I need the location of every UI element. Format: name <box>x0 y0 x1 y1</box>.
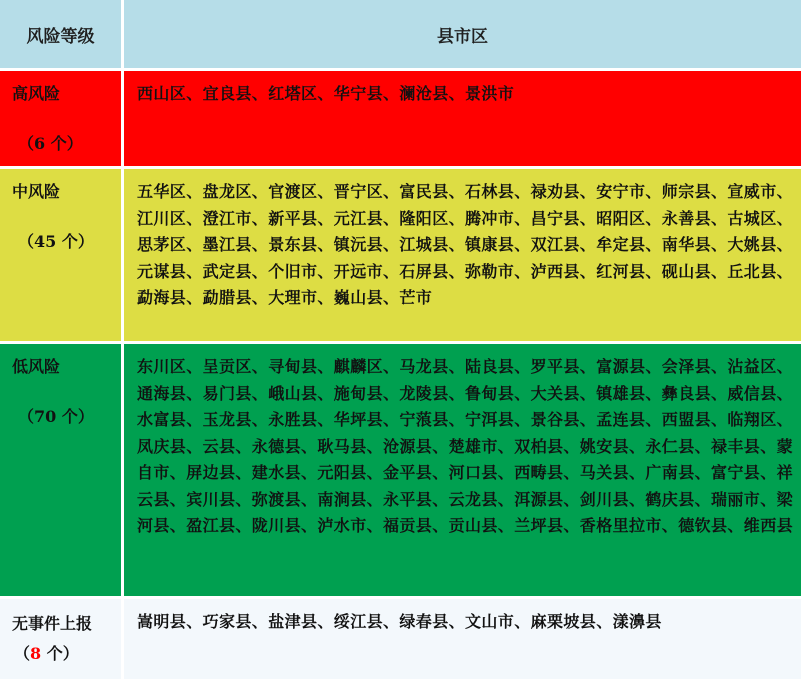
no-events-counties-cell <box>124 599 801 679</box>
high-risk-name: 高风险 <box>12 84 61 103</box>
no-events-name: 无事件上报 <box>12 614 93 633</box>
no-events-count-open: （ <box>14 644 31 663</box>
header-cell-risk-level <box>0 0 121 68</box>
medium-risk-level-cell <box>0 169 121 341</box>
high-risk-level-cell <box>0 71 121 166</box>
table-row-medium-risk <box>0 169 801 341</box>
low-risk-counties-cell <box>124 344 801 596</box>
table-row-no-events <box>0 599 801 679</box>
table-row-low-risk <box>0 344 801 596</box>
medium-risk-name: 中风险 <box>12 182 61 201</box>
no-events-count-number: 8 <box>30 644 42 663</box>
low-risk-name: 低风险 <box>12 357 61 376</box>
header-risk-level-label: 风险等级 <box>26 26 95 47</box>
medium-risk-counties-cell <box>124 169 801 341</box>
no-events-counties: 嵩明县、巧家县、盐津县、绥江县、绿春县、文山市、麻栗坡县、漾濞县 <box>137 612 662 631</box>
header-counties-label: 县市区 <box>437 26 488 47</box>
high-risk-counties-cell <box>124 71 801 166</box>
header-cell-counties <box>124 0 801 68</box>
low-risk-count: （70 个） <box>18 407 94 426</box>
table-header-row <box>0 0 801 68</box>
no-events-count <box>14 641 79 664</box>
medium-risk-count: （45 个） <box>18 232 94 251</box>
low-risk-counties: 东川区、呈贡区、寻甸县、麒麟区、马龙县、陆良县、罗平县、富源县、会泽县、沾益区、通海县、易门县、峨山县、施甸县、龙陵县、鲁甸县、大关县、镇雄县、彝良县、威信县、水富县、玉龙县、永胜县、华坪县、宁蒗县、宁洱县、景谷县、孟连县、西盟县、临翔区、凤庆县、云县、永德县、耿马县、沧源县、楚雄市、双柏县、姚安县、永仁县、禄丰县、蒙自市、屏边县、建水县、元阳县、金平县、河口县、西畴县、马关县、广南县、富宁县、祥云县、宾川县、弥渡县、南涧县、永平县、云龙县、洱源县、剑川县、鹤庆县、瑞丽市、梁河县、盈江县、陇川县、泸水市、福贡县、贡山县、兰坪县、香格里拉市、德钦县、维西县 <box>137 357 794 535</box>
high-risk-count: （6 个） <box>18 134 83 153</box>
high-risk-counties: 西山区、宜良县、红塔区、华宁县、澜沧县、景洪市 <box>137 84 515 103</box>
low-risk-level-cell <box>0 344 121 596</box>
no-events-level-cell <box>0 599 121 679</box>
no-events-count-close: 个） <box>41 644 79 663</box>
table-row-high-risk <box>0 71 801 166</box>
medium-risk-counties: 五华区、盘龙区、官渡区、晋宁区、富民县、石林县、禄劝县、安宁市、师宗县、宣威市、江川区、澄江市、新平县、元江县、隆阳区、腾冲市、昌宁县、昭阳区、永善县、古城区、思茅区、墨江县、景东县、镇沅县、江城县、镇康县、双江县、牟定县、南华县、大姚县、元谋县、武定县、个旧市、开远市、石屏县、弥勒市、泸西县、红河县、砚山县、丘北县、勐海县、勐腊县、大理市、巍山县、芒市 <box>137 182 794 307</box>
